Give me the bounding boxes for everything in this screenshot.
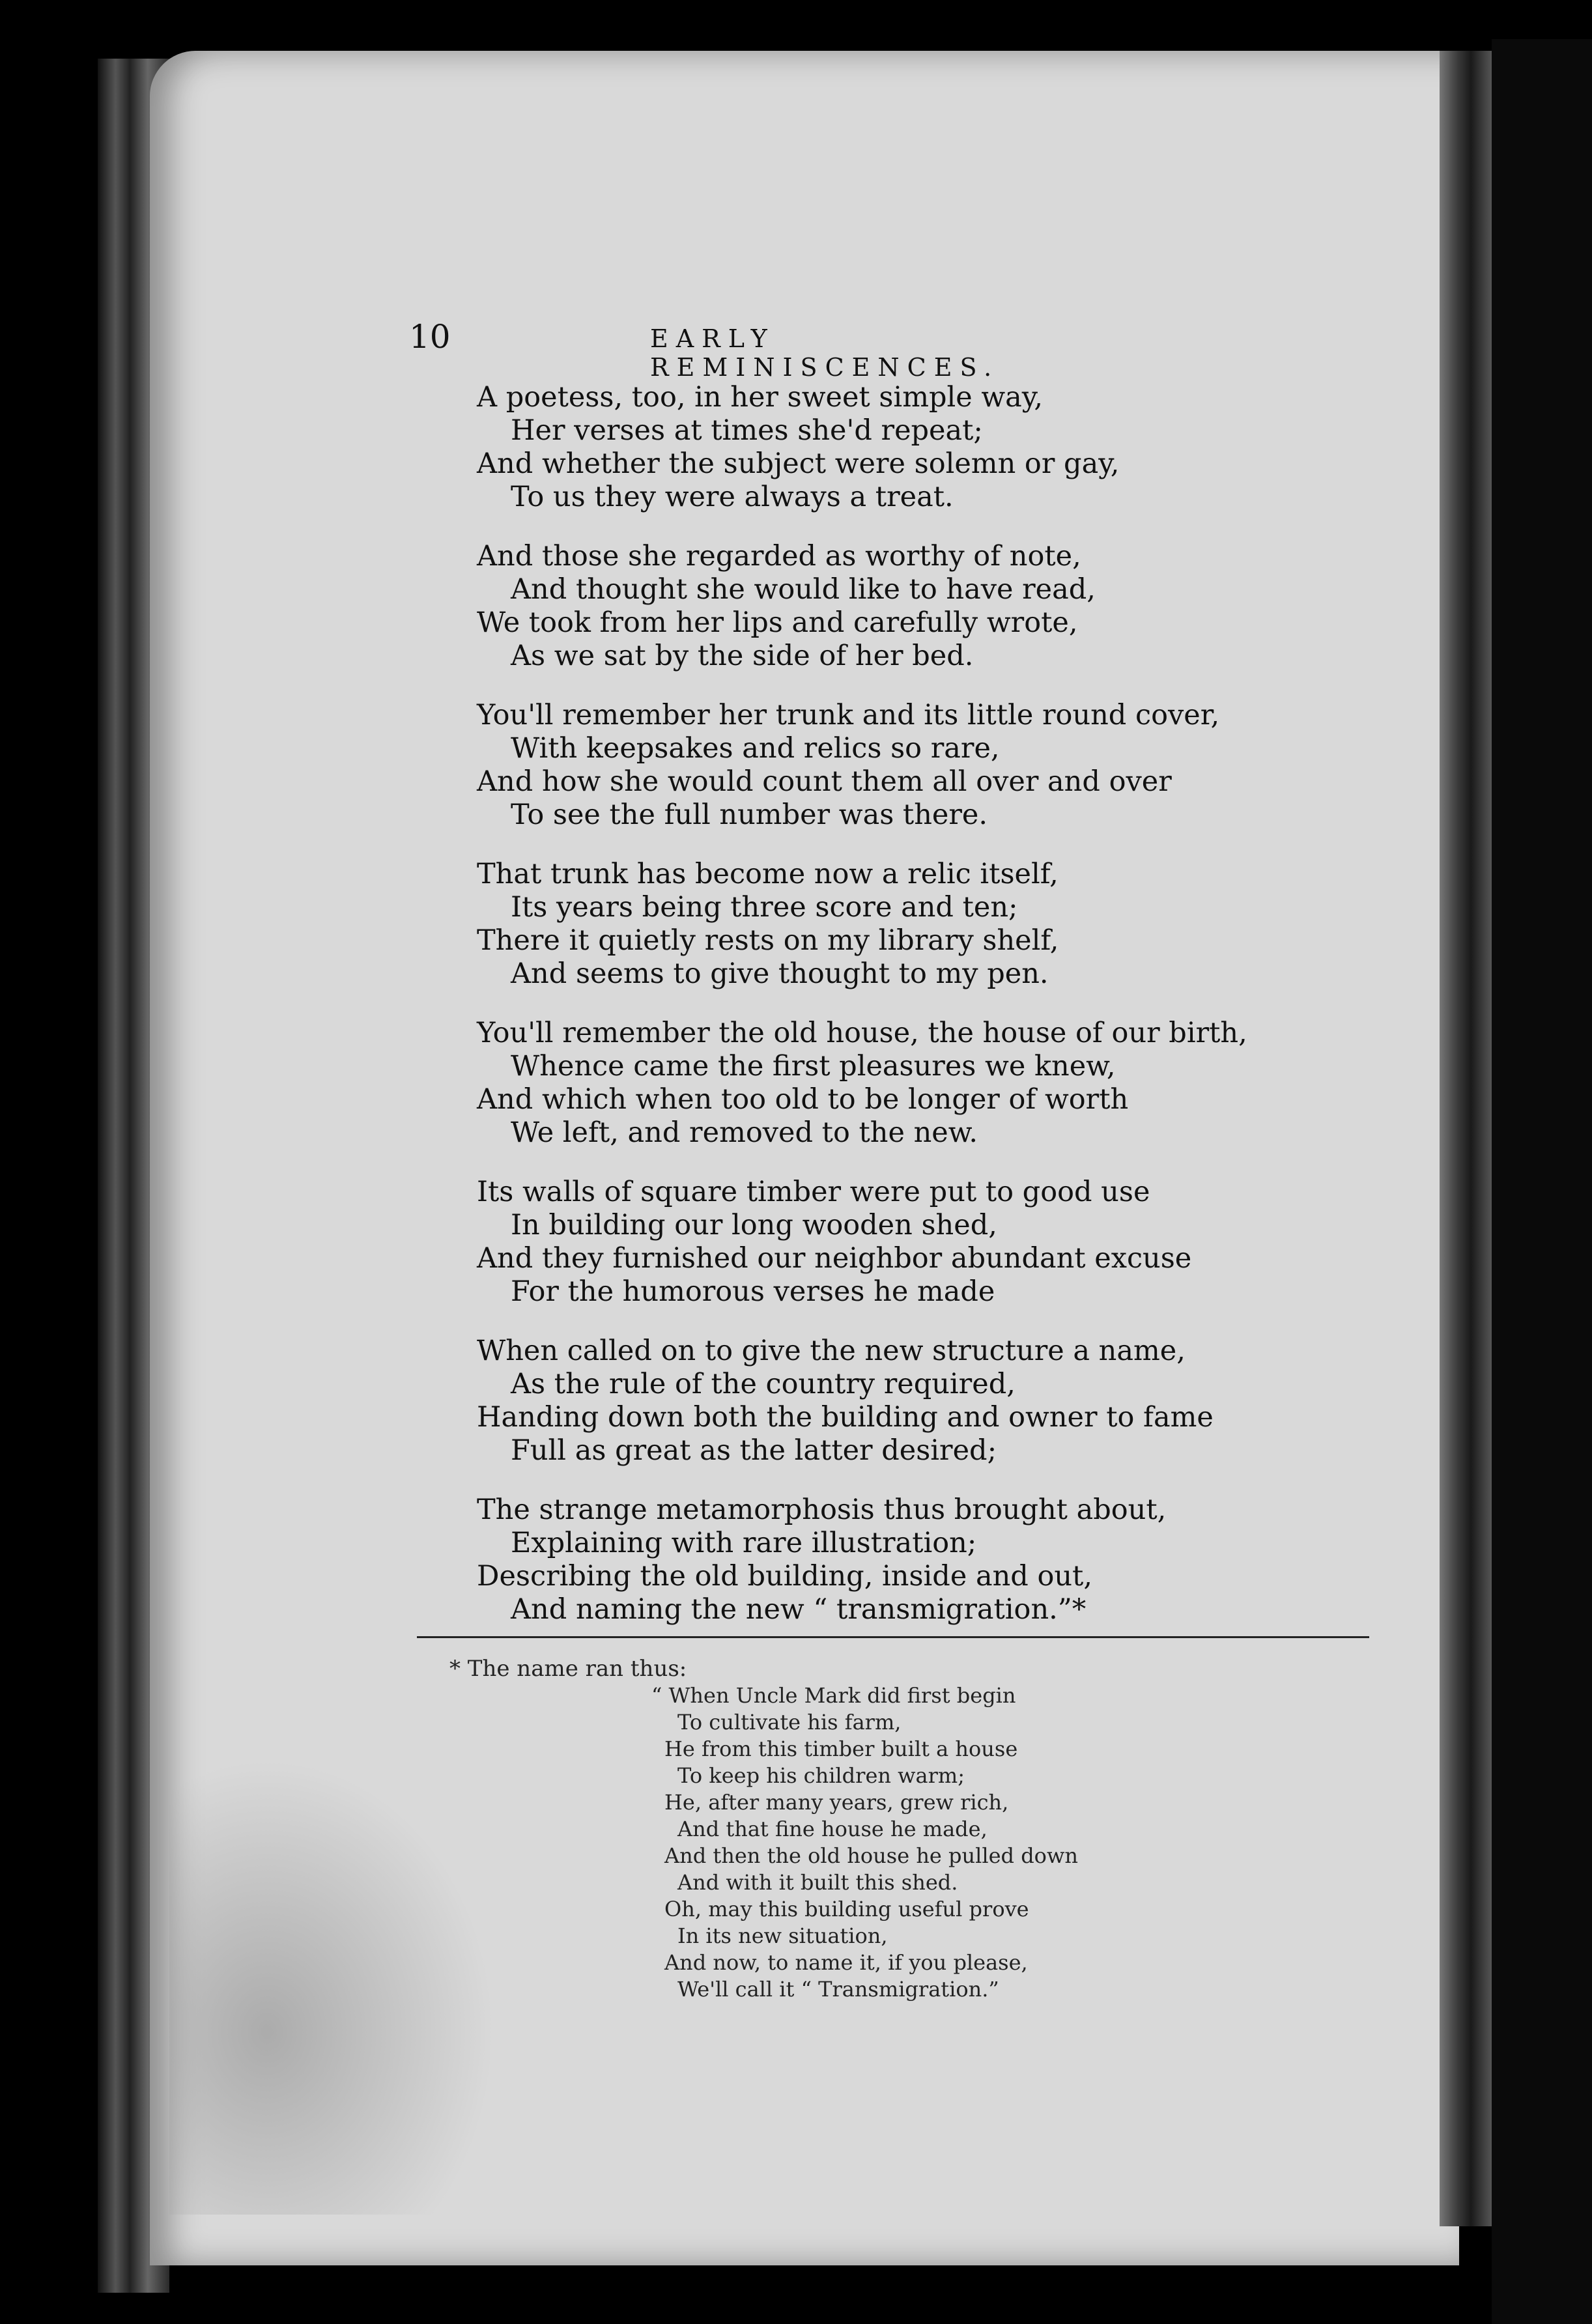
footnote-line: “ When Uncle Mark did first begin xyxy=(651,1683,1016,1708)
poem xyxy=(477,381,1324,1652)
poem-line: As we sat by the side of her bed. xyxy=(511,640,974,672)
footnote-line: To keep his children warm; xyxy=(677,1763,965,1788)
footnote-verse xyxy=(651,1682,1078,2003)
poem-line: The strange metamorphosis thus brought about, xyxy=(477,1494,1167,1526)
poem-line: With keepsakes and relics so rare, xyxy=(511,732,1000,765)
poem-line: And naming the new “ transmigration.”* xyxy=(511,1593,1087,1626)
poem-line: As the rule of the country required, xyxy=(511,1368,1016,1400)
stanza xyxy=(477,699,1324,832)
poem-line: Her verses at times she'd repeat; xyxy=(511,414,983,447)
poem-line: And those she regarded as worthy of note, xyxy=(477,540,1081,573)
poem-line: Describing the old building, inside and out, xyxy=(477,1560,1092,1593)
poem-line: We took from her lips and carefully wrote, xyxy=(477,606,1078,639)
poem-line: Its walls of square timber were put to good use xyxy=(477,1176,1150,1208)
poem-line: And which when too old to be longer of worth xyxy=(477,1083,1129,1116)
footnote-line: He, after many years, grew rich, xyxy=(664,1790,1009,1815)
footnote-rule xyxy=(417,1636,1369,1638)
stanza xyxy=(477,858,1324,991)
footnote-line: And then the old house he pulled down xyxy=(664,1843,1078,1868)
poem-line: To us they were always a treat. xyxy=(511,481,954,513)
poem-line: We left, and removed to the new. xyxy=(511,1116,978,1149)
poem-line: Full as great as the latter desired; xyxy=(511,1434,997,1467)
footnote-line: He from this timber built a house xyxy=(664,1736,1018,1761)
page-header xyxy=(409,318,1133,382)
poem-line: A poetess, too, in her sweet simple way, xyxy=(477,381,1044,414)
stanza xyxy=(477,1176,1324,1309)
stanza xyxy=(477,1335,1324,1467)
page-stain xyxy=(169,1759,495,2215)
footnote xyxy=(449,1654,687,1683)
poem-line: And thought she would like to have read, xyxy=(511,573,1096,606)
poem-line: To see the full number was there. xyxy=(511,799,988,831)
footnote-line: And now, to name it, if you please, xyxy=(664,1950,1028,1975)
poem-line: Its years being three score and ten; xyxy=(511,891,1018,924)
poem-line: And they furnished our neighbor abundant excuse xyxy=(477,1242,1192,1275)
footnote-line: Oh, may this building useful prove xyxy=(664,1897,1029,1921)
stanza xyxy=(477,381,1324,514)
running-title: EARLY REMINISCENCES. xyxy=(650,324,1000,382)
stanza xyxy=(477,540,1324,673)
poem-line: Handing down both the building and owner to fame xyxy=(477,1401,1214,1434)
footnote-line: In its new situation, xyxy=(677,1923,888,1948)
footnote-line: We'll call it “ Transmigration.” xyxy=(677,1977,999,2002)
stanza xyxy=(477,1017,1324,1150)
page-number: 10 xyxy=(409,318,451,356)
poem-line: Explaining with rare illustration; xyxy=(511,1527,977,1559)
poem-line: For the humorous verses he made xyxy=(511,1275,995,1308)
poem-line: Whence came the first pleasures we knew, xyxy=(511,1050,1116,1083)
footnote-lead: * The name ran thus: xyxy=(449,1656,687,1682)
poem-line: When called on to give the new structure a name, xyxy=(477,1335,1186,1367)
scan-border xyxy=(1492,39,1592,2324)
footnote-line: And that fine house he made, xyxy=(677,1817,988,1841)
poem-line: You'll remember the old house, the house of our birth, xyxy=(477,1017,1247,1049)
footnote-line: To cultivate his farm, xyxy=(677,1710,902,1735)
poem-line: You'll remember her trunk and its little round cover, xyxy=(477,699,1220,731)
stanza xyxy=(477,1494,1324,1626)
poem-line: And whether the subject were solemn or gay, xyxy=(477,447,1120,480)
book-gutter xyxy=(1440,51,1492,2226)
poem-line: There it quietly rests on my library shelf, xyxy=(477,924,1059,957)
poem-line: And seems to give thought to my pen. xyxy=(511,957,1049,990)
footnote-line: And with it built this shed. xyxy=(677,1870,958,1895)
poem-line: In building our long wooden shed, xyxy=(511,1209,997,1241)
poem-line: That trunk has become now a relic itself, xyxy=(477,858,1059,890)
poem-line: And how she would count them all over and over xyxy=(477,765,1172,798)
